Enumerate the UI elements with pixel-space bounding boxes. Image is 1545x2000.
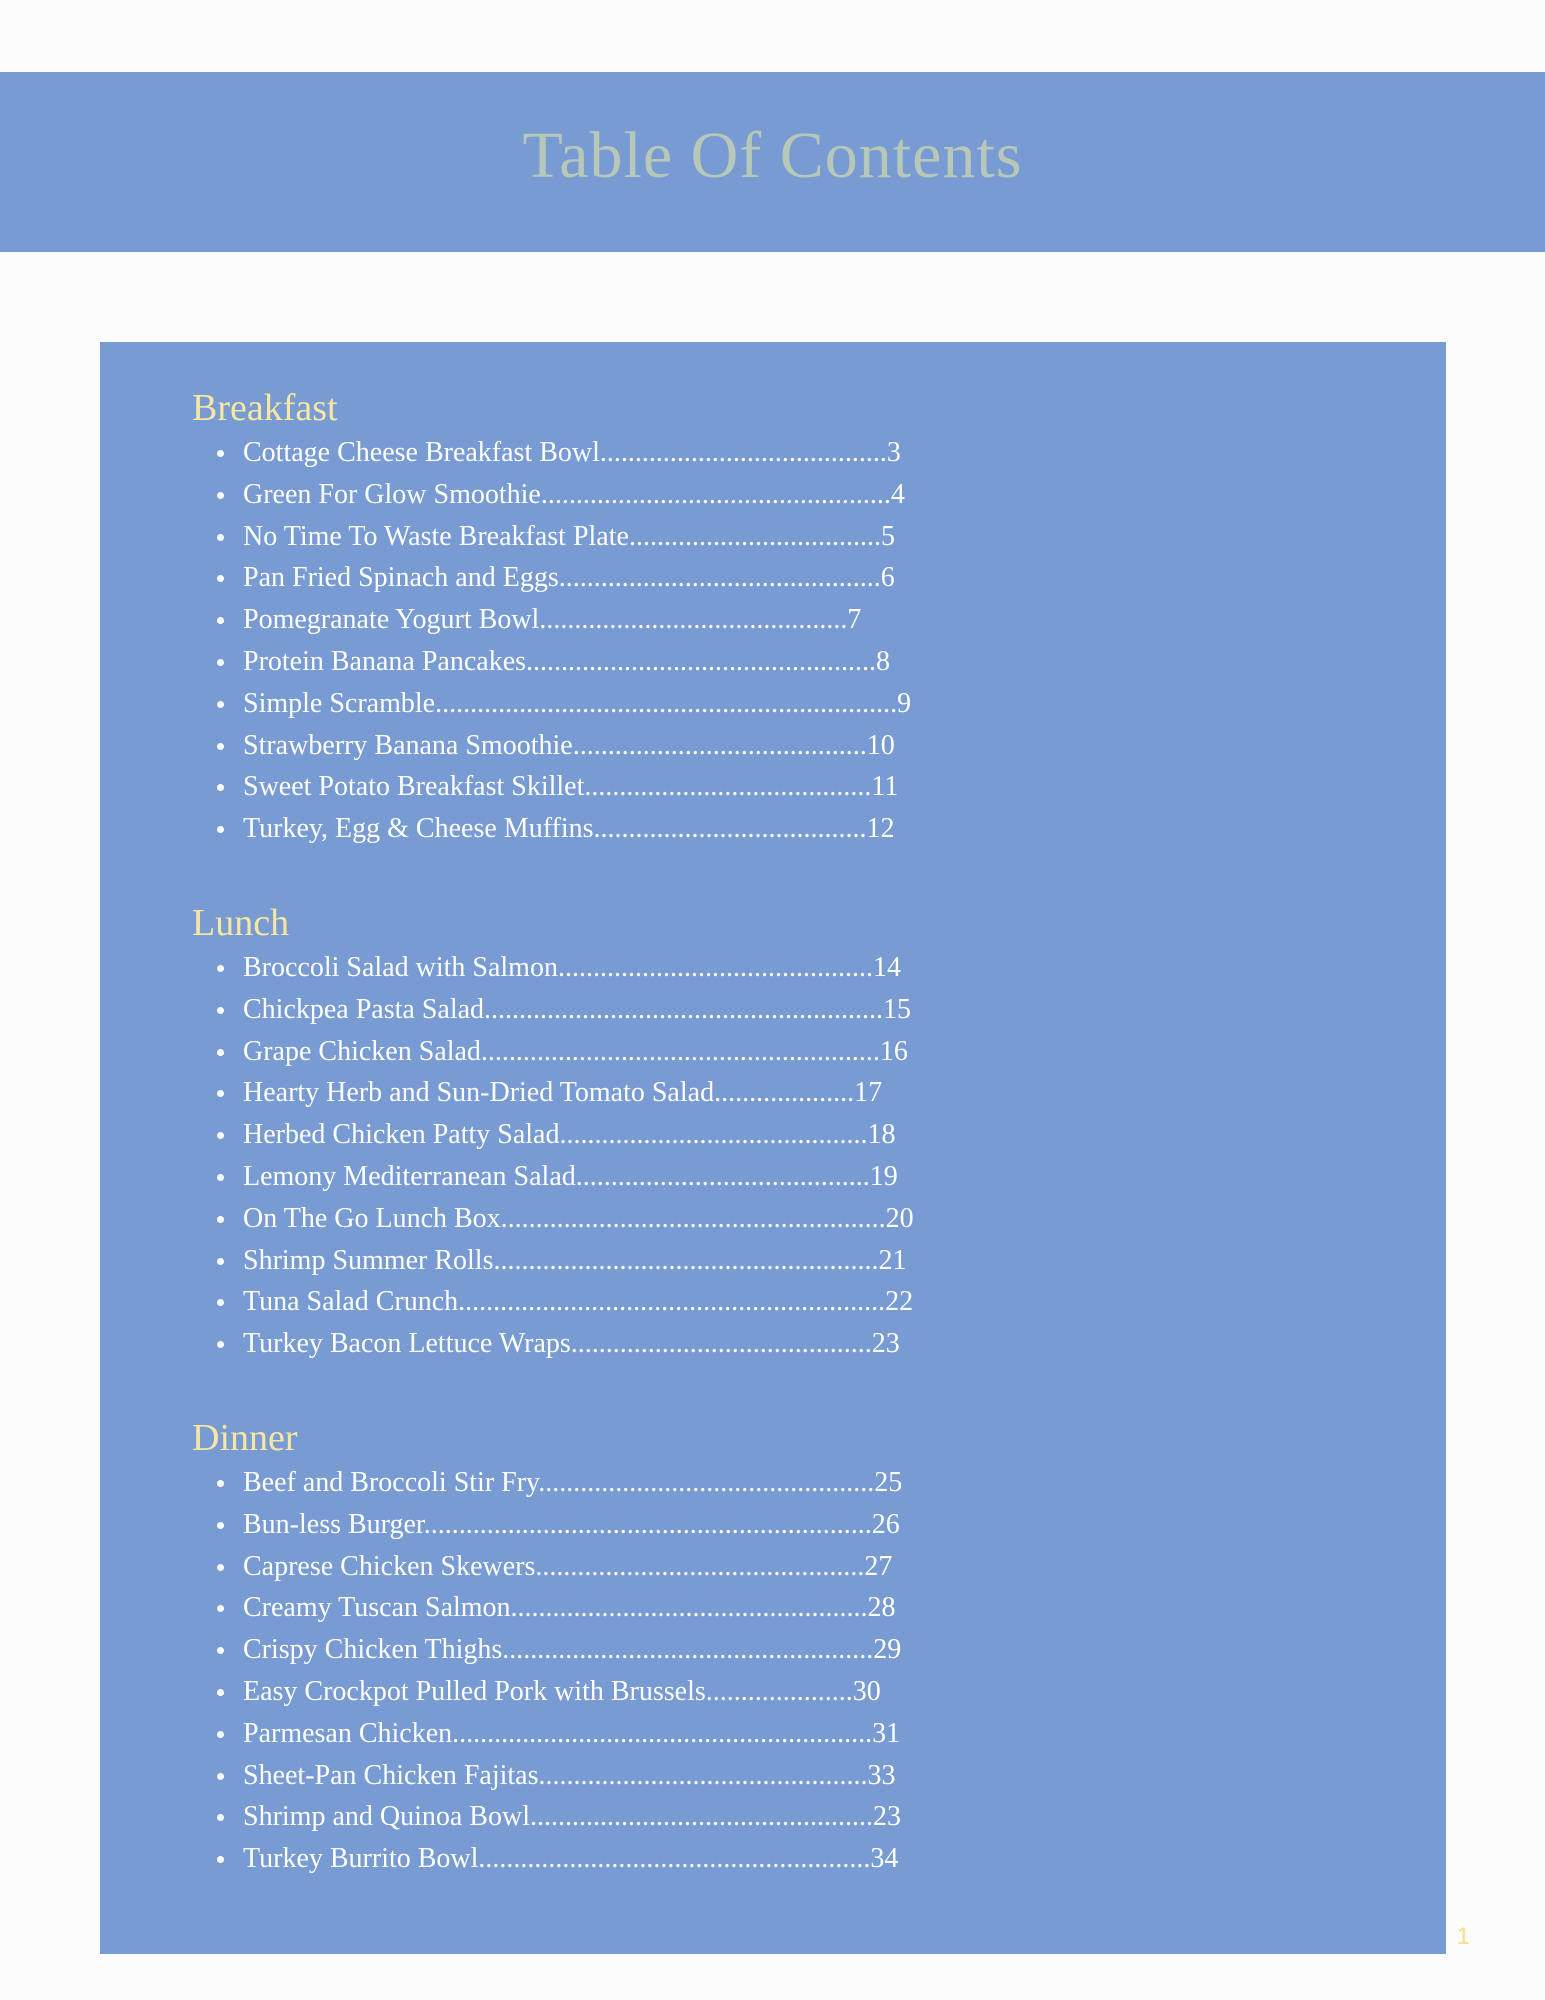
toc-entry-text: Sweet Potato Breakfast Skillet.........................................11 [243, 771, 899, 803]
toc-entry-text: Simple Scramble..................................................................9 [243, 687, 912, 719]
toc-panel [100, 342, 1446, 1954]
section-dinner [192, 1416, 1292, 1880]
toc-entry[interactable] [192, 1587, 1292, 1629]
toc-entry-text: Turkey, Egg & Cheese Muffins.......................................12 [243, 813, 895, 845]
toc-entry-text: Broccoli Salad with Salmon.............................................14 [243, 951, 901, 983]
bullet-icon [217, 1689, 224, 1696]
page-title: Table Of Contents [522, 119, 1023, 192]
toc-entry-text: Crispy Chicken Thighs.....................................................29 [243, 1634, 902, 1666]
toc-entry[interactable] [192, 1072, 1292, 1114]
toc-entry[interactable] [192, 1713, 1292, 1755]
toc-entry-text: Chickpea Pasta Salad.........................................................15 [243, 993, 912, 1025]
toc-entry-text: Pan Fried Spinach and Eggs..............................................6 [243, 562, 895, 594]
toc-entry[interactable] [192, 947, 1292, 989]
toc-entry[interactable] [192, 766, 1292, 808]
bullet-icon [217, 965, 224, 972]
bullet-icon [217, 1174, 224, 1181]
toc-entry[interactable] [192, 1156, 1292, 1198]
toc-entry-text: Strawberry Banana Smoothie..........................................10 [243, 729, 895, 761]
bullet-icon [217, 1522, 224, 1529]
toc-entry[interactable] [192, 1546, 1292, 1588]
toc-entry-text: Caprese Chicken Skewers...............................................27 [243, 1550, 893, 1582]
section-lunch [192, 901, 1292, 1365]
toc-entry[interactable] [192, 1198, 1292, 1240]
bullet-icon [217, 1564, 224, 1571]
toc-entry-text: Turkey Burrito Bowl........................................................34 [243, 1843, 899, 1875]
toc-entry[interactable] [192, 1755, 1292, 1797]
toc-entry-text: Bun-less Burger................................................................26 [243, 1508, 900, 1540]
bullet-icon [217, 784, 224, 791]
toc-entry-text: Shrimp and Quinoa Bowl.................................................23 [243, 1801, 901, 1833]
toc-entry-text: Lemony Mediterranean Salad..........................................19 [243, 1160, 898, 1192]
toc-entry-text: Pomegranate Yogurt Bowl............................................7 [243, 604, 862, 636]
section-title-breakfast: Breakfast [192, 387, 338, 429]
toc-entry[interactable] [192, 516, 1292, 558]
bullet-icon [217, 1480, 224, 1487]
bullet-icon [217, 1049, 224, 1056]
bullet-icon [217, 1090, 224, 1097]
toc-entry[interactable] [192, 1114, 1292, 1156]
bullet-icon [217, 743, 224, 750]
bullet-icon [217, 1856, 224, 1863]
bullet-icon [217, 1773, 224, 1780]
toc-entry-text: Shrimp Summer Rolls.......................................................21 [243, 1244, 907, 1276]
toc-entry[interactable] [192, 1629, 1292, 1671]
toc-entry[interactable] [192, 1240, 1292, 1282]
toc-sections [192, 386, 1292, 1931]
bullet-icon [217, 575, 224, 582]
toc-entry[interactable] [192, 557, 1292, 599]
toc-entry[interactable] [192, 808, 1292, 850]
toc-entry[interactable] [192, 641, 1292, 683]
toc-entry[interactable] [192, 1838, 1292, 1880]
toc-entry[interactable] [192, 474, 1292, 516]
bullet-icon [217, 1299, 224, 1306]
bullet-icon [217, 826, 224, 833]
bullet-icon [217, 1647, 224, 1654]
toc-entry-text: Sheet-Pan Chicken Fajitas...............................................33 [243, 1759, 896, 1791]
toc-entry[interactable] [192, 432, 1292, 474]
toc-entry[interactable] [192, 1796, 1292, 1838]
toc-entry[interactable] [192, 1671, 1292, 1713]
toc-entry-text: Herbed Chicken Patty Salad............................................18 [243, 1119, 896, 1151]
bullet-icon [217, 1731, 224, 1738]
bullet-icon [217, 1216, 224, 1223]
bullet-icon [217, 659, 224, 666]
section-title-lunch: Lunch [192, 901, 290, 944]
toc-entry[interactable] [192, 989, 1292, 1031]
bullet-icon [217, 701, 224, 708]
section-breakfast [192, 386, 1292, 850]
bullet-icon [217, 1605, 224, 1612]
toc-entry-text: Tuna Salad Crunch.............................................................22 [243, 1286, 914, 1318]
toc-entry-text: Cottage Cheese Breakfast Bowl.........................................3 [243, 437, 901, 468]
entry-list-lunch [192, 947, 1292, 1365]
bullet-icon [217, 1258, 224, 1265]
toc-entry-text: Green For Glow Smoothie..................................................4 [243, 478, 905, 510]
toc-entry[interactable] [192, 599, 1292, 641]
bullet-icon [217, 617, 224, 624]
bullet-icon [217, 1132, 224, 1139]
toc-entry[interactable] [192, 1031, 1292, 1073]
toc-entry-text: Easy Crockpot Pulled Pork with Brussels.....................30 [243, 1675, 881, 1707]
bullet-icon [217, 492, 224, 499]
toc-entry-text: Creamy Tuscan Salmon...................................................28 [243, 1592, 896, 1624]
toc-entry-text: Hearty Herb and Sun-Dried Tomato Salad....................17 [243, 1077, 883, 1109]
entry-list-breakfast [192, 432, 1292, 850]
toc-entry[interactable] [192, 683, 1292, 725]
toc-entry-text: Beef and Broccoli Stir Fry................................................25 [243, 1466, 903, 1498]
bullet-icon [217, 1007, 224, 1014]
toc-entry-text: On The Go Lunch Box.......................................................20 [243, 1202, 914, 1234]
toc-entry-text: Turkey Bacon Lettuce Wraps...........................................23 [243, 1328, 900, 1360]
page-number: 1 [1456, 1923, 1470, 1950]
toc-entry-text: Parmesan Chicken............................................................31 [243, 1717, 901, 1749]
toc-entry[interactable] [192, 1323, 1292, 1365]
header-band [0, 72, 1545, 252]
bullet-icon [217, 534, 224, 541]
toc-entry-text: Grape Chicken Salad.........................................................16 [243, 1035, 908, 1067]
bullet-icon [217, 1814, 224, 1821]
toc-entry-text: Protein Banana Pancakes..................................................8 [243, 645, 891, 677]
toc-entry[interactable] [192, 725, 1292, 767]
section-title-dinner: Dinner [192, 1416, 298, 1459]
toc-entry[interactable] [192, 1281, 1292, 1323]
toc-entry[interactable] [192, 1462, 1292, 1504]
bullet-icon [217, 450, 224, 457]
entry-list-dinner [192, 1462, 1292, 1880]
toc-entry[interactable] [192, 1504, 1292, 1546]
toc-entry-text: No Time To Waste Breakfast Plate....................................5 [243, 520, 895, 552]
bullet-icon [217, 1341, 224, 1348]
